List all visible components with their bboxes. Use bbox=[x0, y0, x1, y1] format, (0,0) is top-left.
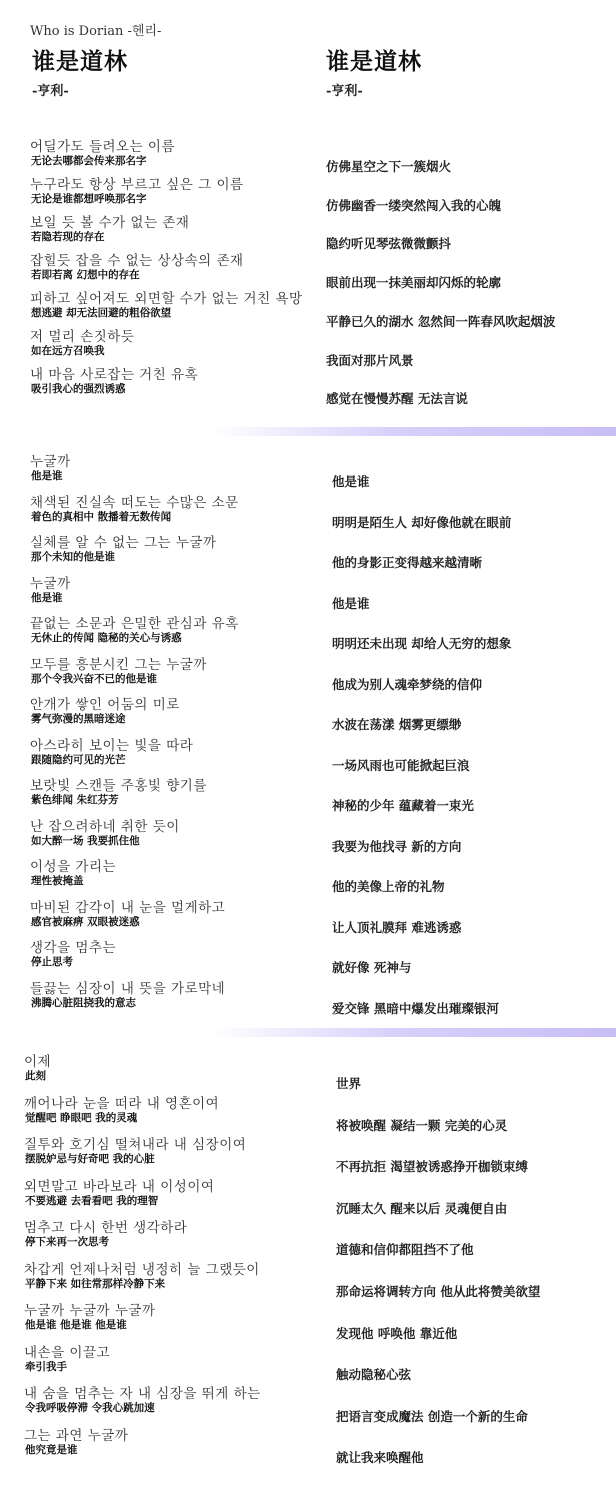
chinese-lyric-line: 触动隐秘心弦 bbox=[336, 1367, 412, 1383]
chinese-translation-line: 若隐若现的存在 bbox=[31, 231, 105, 243]
chinese-translation-line: 觉醒吧 睁眼吧 我的灵魂 bbox=[25, 1111, 138, 1124]
korean-lyric-line: 아스라히 보이는 빛을 따라 bbox=[30, 737, 194, 754]
chinese-translation-line: 他是谁 bbox=[31, 591, 63, 604]
korean-lyric-line: 난 잡으려하네 취한 듯이 bbox=[30, 818, 180, 835]
chinese-lyric-line: 发现他 呼唤他 靠近他 bbox=[336, 1325, 458, 1341]
chinese-translation-line: 如大醉一场 我要抓住他 bbox=[31, 834, 140, 847]
chinese-translation-line: 理性被掩盖 bbox=[31, 875, 84, 887]
chinese-translation-line: 他是谁 bbox=[31, 470, 63, 482]
chinese-lyric-line: 就好像 死神与 bbox=[332, 960, 412, 975]
korean-lyric-line: 이제 bbox=[24, 1054, 52, 1070]
section-divider bbox=[212, 1028, 616, 1037]
korean-lyric-line: 마비된 감각이 내 눈을 멀게하고 bbox=[30, 899, 226, 916]
korean-lyric-line: 외면말고 바라보라 내 이성이여 bbox=[24, 1178, 215, 1195]
chinese-lyric-line: 将被唤醒 凝结一颗 完美的心灵 bbox=[336, 1117, 508, 1133]
chinese-lyric-line: 明明还未出现 却给人无穷的想象 bbox=[332, 636, 512, 651]
chinese-translation-line: 无休止的传闻 隐秘的关心与诱惑 bbox=[31, 632, 182, 644]
chinese-translation-line: 着色的真相中 散播着无数传闻 bbox=[31, 510, 172, 523]
korean-lyric-line: 채색된 진실속 떠도는 수많은 소문 bbox=[30, 494, 239, 511]
korean-lyric-line: 보랏빛 스캔들 주홍빛 향기를 bbox=[30, 778, 207, 794]
chinese-translation-line: 无论是谁都想呼唤那名字 bbox=[31, 193, 147, 205]
chinese-translation-line: 吸引我心的强烈诱惑 bbox=[31, 383, 126, 395]
korean-lyric-line: 내 마음 사로잡는 거친 유혹 bbox=[30, 367, 199, 383]
chinese-lyric-line: 水波在荡漾 烟雾更缥缈 bbox=[332, 717, 462, 732]
korean-lyric-line: 누굴까 bbox=[30, 575, 71, 592]
chinese-lyric-line: 世界 bbox=[336, 1076, 362, 1091]
chinese-lyric-line: 他的美像上帝的礼物 bbox=[332, 879, 445, 894]
chinese-translation-line: 他是谁 他是谁 他是谁 bbox=[25, 1319, 127, 1331]
chinese-lyric-line: 感觉在慢慢苏醒 无法言说 bbox=[326, 391, 468, 407]
korean-lyric-line: 어딜가도 들려오는 이름 bbox=[30, 139, 175, 155]
korean-lyric-line: 이성을 가리는 bbox=[30, 859, 117, 875]
korean-lyric-line: 질투와 호기심 떨쳐내라 내 심장이여 bbox=[24, 1137, 247, 1153]
korean-lyric-line: 모두를 흥분시킨 그는 누굴까 bbox=[30, 656, 207, 673]
chinese-translation-line: 平静下来 如往常那样冷静下来 bbox=[25, 1277, 166, 1290]
chinese-lyric-line: 就让我来唤醒他 bbox=[336, 1450, 424, 1466]
korean-lyric-line: 실체를 알 수 없는 그는 누굴까 bbox=[30, 535, 217, 551]
chinese-translation-line: 如在远方召唤我 bbox=[31, 345, 105, 357]
chinese-translation-line: 令我呼吸停滞 令我心跳加速 bbox=[25, 1402, 155, 1414]
chinese-lyric-line: 一场风雨也可能掀起巨浪 bbox=[332, 757, 470, 773]
chinese-lyric-line: 爱交锋 黑暗中爆发出璀璨银河 bbox=[332, 1000, 499, 1016]
chinese-lyric-line: 隐约听见琴弦微微颤抖 bbox=[326, 236, 452, 252]
chinese-translation-line: 紫色绯闻 朱红芬芳 bbox=[31, 794, 119, 806]
chinese-lyric-line: 仿佛幽香一缕突然闯入我的心魄 bbox=[326, 197, 502, 213]
chinese-translation-line: 摆脱妒忌与好奇吧 我的心脏 bbox=[25, 1153, 155, 1165]
chinese-translation-line: 牵引我手 bbox=[25, 1360, 67, 1373]
chinese-translation-line: 那个未知的他是谁 bbox=[31, 551, 115, 563]
korean-lyric-line: 누구라도 항상 부르고 싶은 그 이름 bbox=[30, 177, 244, 193]
eyebrow-title: Who is Dorian -헨리- bbox=[30, 24, 162, 39]
korean-lyric-line: 생각을 멈추는 bbox=[30, 940, 117, 956]
korean-lyric-line: 멈추고 다시 한번 생각하라 bbox=[24, 1220, 188, 1236]
chinese-translation-line: 想逃避 却无法回避的粗俗欲望 bbox=[31, 307, 172, 319]
page-title-right: 谁是道林 bbox=[326, 48, 422, 75]
chinese-translation-line: 若即若离 幻想中的存在 bbox=[31, 269, 140, 281]
chinese-lyric-line: 他成为别人魂牵梦绕的信仰 bbox=[332, 676, 483, 692]
chinese-lyric-line: 他是谁 bbox=[332, 595, 370, 611]
korean-lyric-line: 저 멀리 손짓하듯 bbox=[30, 329, 135, 345]
korean-lyric-line: 안개가 쌓인 어둠의 미로 bbox=[30, 697, 180, 713]
section-divider bbox=[212, 427, 616, 436]
chinese-lyric-line: 神秘的少年 蕴藏着一束光 bbox=[332, 798, 474, 813]
page-subtitle-right: -亨利- bbox=[326, 84, 363, 99]
chinese-translation-line: 此刻 bbox=[25, 1070, 46, 1082]
chinese-lyric-line: 不再抗拒 渴望被诱惑挣开枷锁束缚 bbox=[336, 1159, 528, 1175]
chinese-translation-line: 那个令我兴奋不已的他是谁 bbox=[31, 672, 157, 685]
korean-lyric-line: 차갑게 언제나처럼 냉정히 늘 그랬듯이 bbox=[24, 1261, 260, 1278]
chinese-translation-line: 无论去哪都会传来那名字 bbox=[31, 155, 147, 167]
chinese-lyric-line: 那命运将调转方向 他从此将赞美欲望 bbox=[336, 1284, 541, 1299]
chinese-lyric-line: 把语言变成魔法 创造一个新的生命 bbox=[336, 1408, 528, 1424]
chinese-lyric-line: 他的身影正变得越来越清晰 bbox=[332, 555, 483, 570]
chinese-lyric-line: 平静已久的湖水 忽然间一阵春风吹起烟波 bbox=[326, 313, 556, 329]
chinese-lyric-line: 让人顶礼膜拜 难逃诱惑 bbox=[332, 919, 462, 935]
korean-lyric-line: 끝없는 소문과 은밀한 관심과 유혹 bbox=[30, 616, 239, 632]
chinese-lyric-line: 明明是陌生人 却好像他就在眼前 bbox=[332, 514, 512, 530]
chinese-lyric-line: 沉睡太久 醒来以后 灵魂便自由 bbox=[336, 1200, 508, 1216]
page-subtitle-left: -亨利- bbox=[32, 84, 69, 99]
chinese-lyric-line: 道德和信仰都阻挡不了他 bbox=[336, 1242, 474, 1258]
chinese-lyric-line: 我要为他找寻 新的方向 bbox=[332, 838, 462, 854]
chinese-translation-line: 不要逃避 去看看吧 我的理智 bbox=[25, 1194, 159, 1207]
chinese-lyric-line: 我面对那片风景 bbox=[326, 352, 414, 368]
page-title-left: 谁是道林 bbox=[32, 48, 128, 75]
korean-lyric-line: 내 숨을 멈추는 자 내 심장을 뛰게 하는 bbox=[24, 1386, 261, 1402]
korean-lyric-line: 피하고 싶어져도 외면할 수가 없는 거친 욕망 bbox=[30, 291, 303, 307]
chinese-translation-line: 雾气弥漫的黑暗迷途 bbox=[31, 713, 126, 725]
chinese-translation-line: 感官被麻痹 双眼被迷惑 bbox=[31, 915, 140, 928]
chinese-translation-line: 沸腾心脏阻挠我的意志 bbox=[31, 996, 136, 1009]
korean-lyric-line: 깨어나라 눈을 떠라 내 영혼이여 bbox=[24, 1095, 220, 1112]
korean-lyric-line: 누굴까 누굴까 누굴까 bbox=[24, 1303, 156, 1319]
chinese-translation-line: 停下来再一次思考 bbox=[25, 1236, 109, 1248]
korean-lyric-line: 내손을 이끌고 bbox=[24, 1344, 111, 1361]
korean-lyric-line: 그는 과연 누굴까 bbox=[24, 1427, 129, 1444]
korean-lyric-line: 들끓는 심장이 내 뜻을 가로막네 bbox=[30, 980, 226, 997]
chinese-lyric-line: 他是谁 bbox=[332, 474, 370, 489]
chinese-translation-line: 跟随隐约可见的光芒 bbox=[31, 753, 126, 766]
chinese-lyric-line: 仿佛星空之下一簇烟火 bbox=[326, 159, 452, 174]
korean-lyric-line: 잡힐듯 잡을 수 없는 상상속의 존재 bbox=[30, 253, 244, 269]
korean-lyric-line: 보일 듯 볼 수가 없는 존재 bbox=[30, 215, 190, 231]
chinese-translation-line: 他究竟是谁 bbox=[25, 1443, 78, 1456]
chinese-lyric-line: 眼前出现一抹美丽却闪烁的轮廓 bbox=[326, 275, 502, 291]
korean-lyric-line: 누굴까 bbox=[30, 454, 71, 470]
chinese-translation-line: 停止思考 bbox=[31, 956, 73, 968]
